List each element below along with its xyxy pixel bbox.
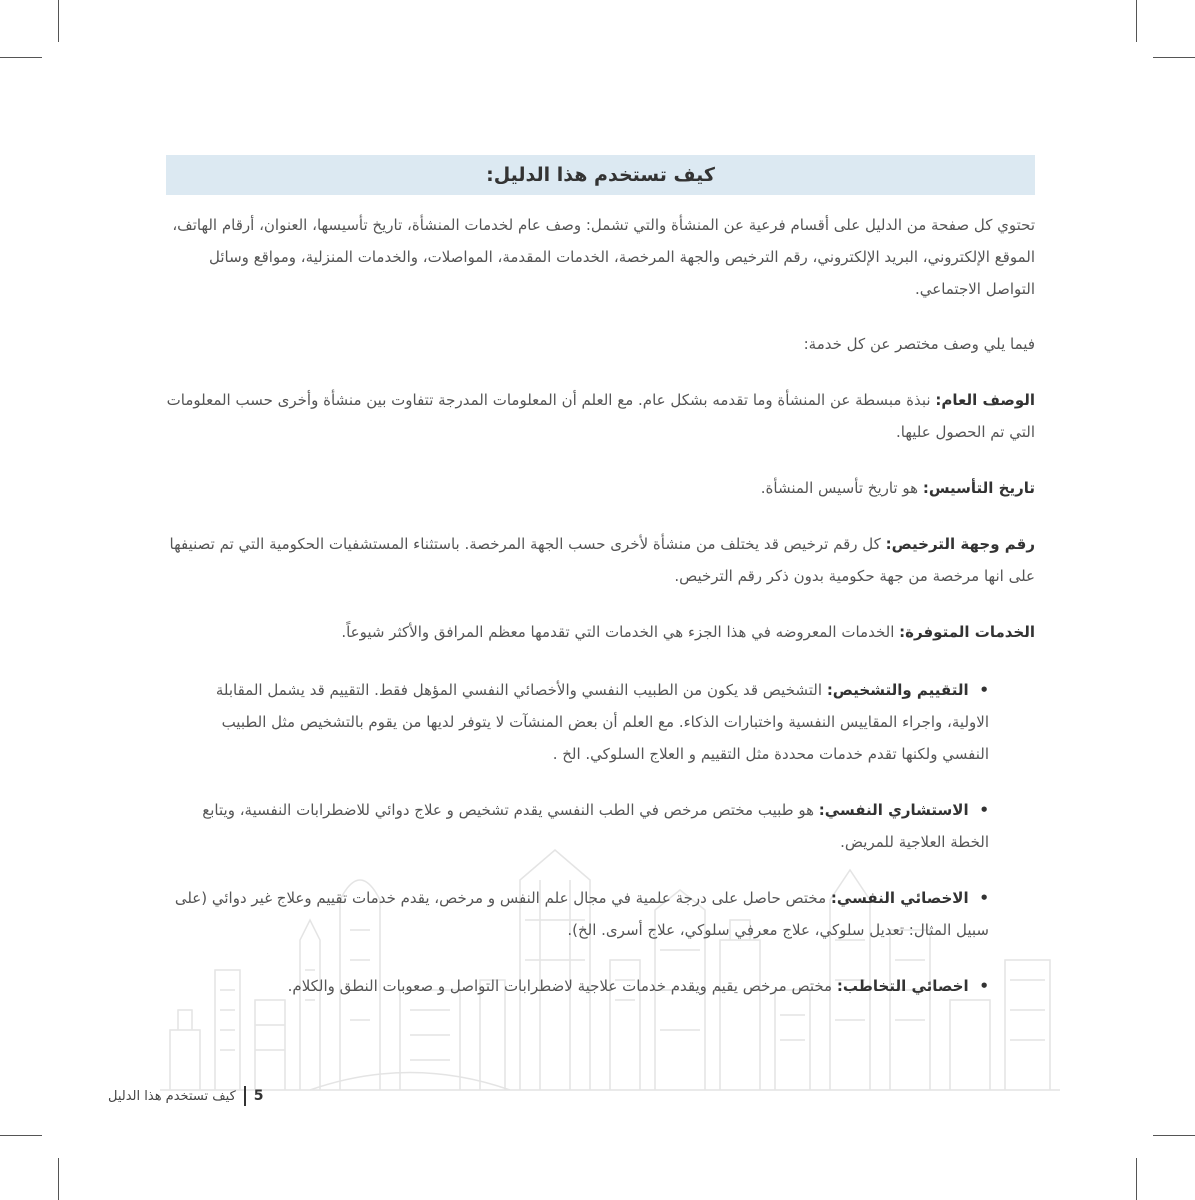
- crop-mark: [0, 57, 42, 58]
- intro-paragraph: تحتوي كل صفحة من الدليل على أقسام فرعية عن المنشأة والتي تشمل: وصف عام لخدمات المنشأة، تاريخ تأسيسها، العنوان، أرقام الهاتف، الموقع الإلكتروني، البريد الإلكتروني، رقم الترخيص والجهة المرخصة، الخدمات المقدمة، المواصلات، والخدمات المنزلية، ومواقع وسائل التواصل الاجتماعي.: [172, 216, 1035, 298]
- crop-mark: [1136, 0, 1137, 42]
- crop-mark: [0, 1135, 42, 1136]
- section-label: رقم وجهة الترخيص:: [885, 535, 1035, 553]
- section-text: هو تاريخ تأسيس المنشأة.: [760, 479, 919, 497]
- crop-mark: [58, 1158, 59, 1200]
- bullet-speech-therapist: [160, 970, 1035, 1002]
- bullet-dot: •: [979, 801, 989, 819]
- bullet-label: اخصائي التخاطب:: [836, 977, 969, 995]
- bullet-text: هو طبيب مختص مرخص في الطب النفسي يقدم تشخيص و علاج دوائي للاضطرابات النفسية، ويتابع الخطة العلاجية للمريض.: [202, 801, 989, 851]
- crop-mark: [1136, 1158, 1137, 1200]
- section-license: [160, 528, 1035, 592]
- section-text: نبذة مبسطة عن المنشأة وما تقدمه بشكل عام. مع العلم أن المعلومات المدرجة تتفاوت بين منشأة وأخرى حسب المعلومات التي تم الحصول عليها.: [166, 391, 1035, 441]
- section-founding-date: [160, 472, 1035, 504]
- footer-divider: [244, 1086, 246, 1106]
- crop-mark: [58, 0, 59, 42]
- bullet-text: التشخيص قد يكون من الطبيب النفسي والأخصائي النفسي المؤهل فقط. التقييم قد يشمل المقابلة الاولية، واجراء المقاييس النفسية واختبارات الذكاء. مع العلم أن بعض المنشآت لا يتوفر لديها من يقوم بالتشخيص مثل الطبيب النفسي ولكنها تقدم خدمات محددة مثل التقييم و العلاج السلوكي. الخ .: [215, 681, 989, 763]
- page-title: كيف تستخدم هذا الدليل:: [486, 164, 715, 186]
- footer-section-title: كيف تستخدم هذا الدليل: [108, 1088, 236, 1104]
- section-general-description: [160, 384, 1035, 448]
- page-footer: [108, 1086, 264, 1106]
- crop-mark: [1153, 1135, 1195, 1136]
- section-text: كل رقم ترخيص قد يختلف من منشأة لأخرى حسب الجهة المرخصة. باستثناء المستشفيات الحكومية التي تم تصنيفها على انها مرخصة من جهة حكومية بدون ذكر رقم الترخيص.: [169, 535, 1035, 585]
- section-label: الخدمات المتوفرة:: [899, 623, 1035, 641]
- page-number: 5: [253, 1088, 264, 1104]
- title-band: [166, 155, 1035, 195]
- bullet-text: مختص مرخص يقيم ويقدم خدمات علاجية لاضطرابات التواصل و صعوبات النطق والكلام.: [287, 977, 833, 995]
- page-content: [160, 155, 1035, 1002]
- bullet-psychologist: [160, 882, 1035, 946]
- bullet-label: الاستشاري النفسي:: [818, 801, 969, 819]
- bullet-psychiatrist: [160, 794, 1035, 858]
- section-text: الخدمات المعروضه في هذا الجزء هي الخدمات التي تقدمها معظم المرافق والأكثر شيوعاً.: [341, 623, 895, 641]
- bullet-dot: •: [979, 889, 989, 907]
- bullet-dot: •: [979, 681, 989, 699]
- bullet-label: التقييم والتشخيص:: [826, 681, 969, 699]
- section-available-services: [160, 616, 1035, 648]
- section-label: تاريخ التأسيس:: [922, 479, 1035, 497]
- section-label: الوصف العام:: [935, 391, 1035, 409]
- bullet-label: الاخصائي النفسي:: [830, 889, 969, 907]
- crop-mark: [1153, 57, 1195, 58]
- bullet-dot: •: [979, 977, 989, 995]
- bullet-assessment: [160, 674, 1035, 770]
- summary-line: فيما يلي وصف مختصر عن كل خدمة:: [803, 335, 1035, 353]
- bullet-text: مختص حاصل على درجة علمية في مجال علم النفس و مرخص، يقدم خدمات تقييم وعلاج غير دوائي (على سبيل المثال: تعديل سلوكي، علاج معرفي سلوكي، علاج أسرى. الخ).: [174, 889, 989, 939]
